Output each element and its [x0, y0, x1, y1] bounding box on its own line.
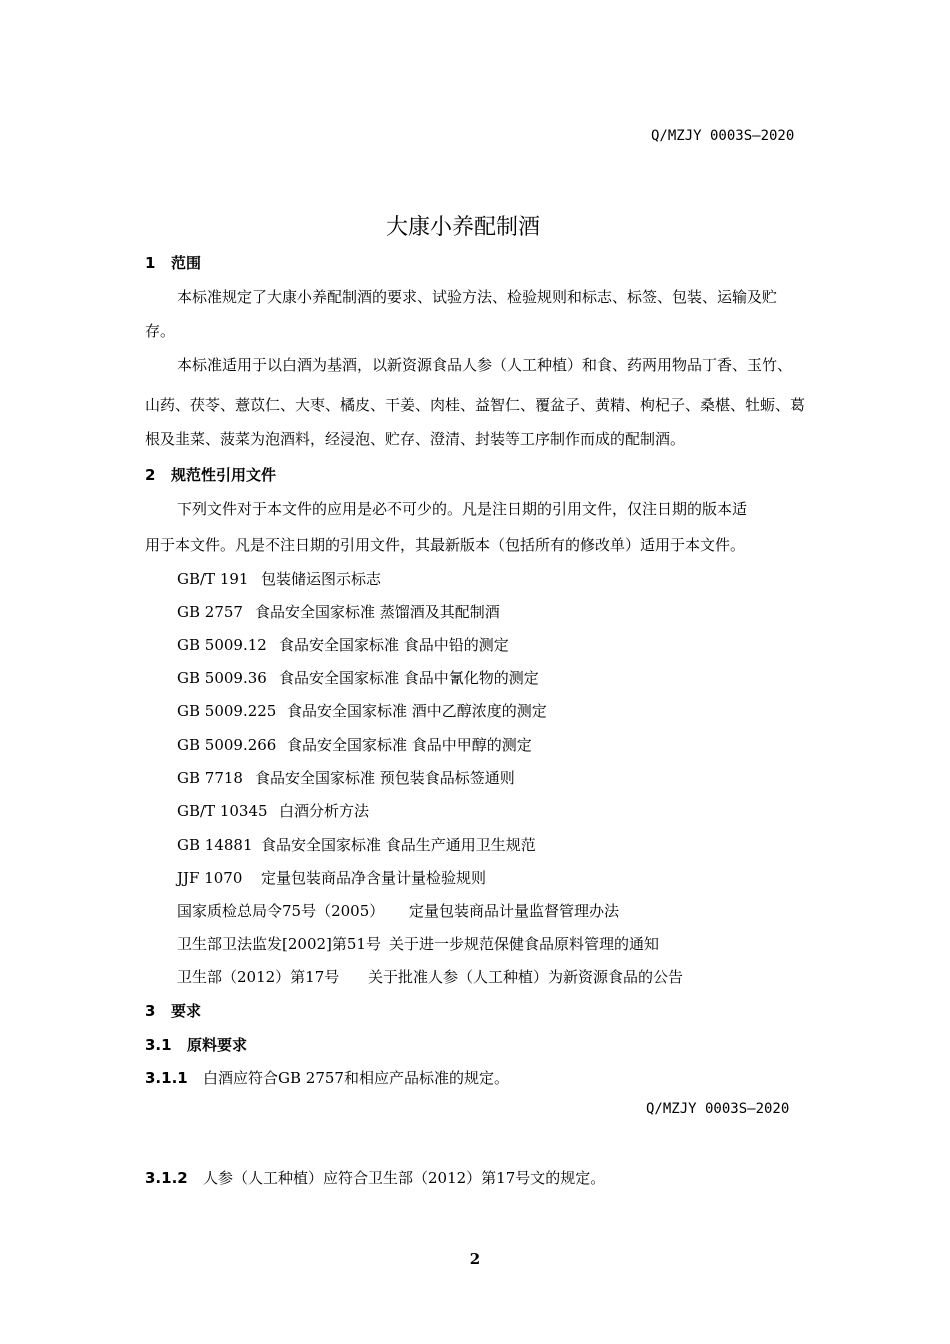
- reference-item: [177, 734, 532, 755]
- reference-title: 关于进一步规范保健食品原料管理的通知: [389, 935, 660, 953]
- reference-title: 食品安全国家标准 食品中铅的测定: [279, 636, 509, 654]
- reference-title: 食品安全国家标准 食品生产通用卫生规范: [261, 836, 536, 854]
- reference-title: 食品安全国家标准 酒中乙醇浓度的测定: [287, 702, 547, 720]
- section-title: 要求: [171, 1002, 202, 1020]
- reference-title: 白酒分析方法: [279, 802, 370, 820]
- reference-code: GB 5009.225: [177, 702, 277, 720]
- section-3-heading: [145, 1000, 201, 1021]
- section-1-heading: [145, 252, 201, 273]
- reference-title: 定量包装商品计量监督管理办法: [409, 902, 620, 920]
- clause-text: 白酒应符合GB 2757和相应产品标准的规定。: [203, 1069, 509, 1087]
- section-title: 规范性引用文件: [171, 466, 277, 484]
- reference-title: 食品安全国家标准 预包装食品标签通则: [255, 769, 515, 787]
- clause-3-1-1: [145, 1067, 509, 1088]
- subsection-number: 3.1: [145, 1036, 172, 1054]
- section-2-heading: [145, 464, 276, 485]
- reference-code: GB 7718: [177, 769, 243, 787]
- document-title: 大康小养配制酒: [385, 215, 540, 240]
- reference-code: GB 5009.266: [177, 736, 277, 754]
- reference-item: [177, 834, 536, 855]
- reference-item: [177, 933, 659, 954]
- clause-number: 3.1.1: [145, 1069, 188, 1087]
- reference-title: 关于批准人参（人工种植）为新资源食品的公告: [368, 968, 684, 986]
- reference-item: [177, 568, 381, 589]
- reference-code: GB 5009.12: [177, 636, 267, 654]
- clause-text: 人参（人工种植）应符合卫生部（2012）第17号文的规定。: [203, 1169, 606, 1187]
- reference-item: [177, 867, 486, 888]
- reference-title: 食品安全国家标准 食品中氰化物的测定: [279, 669, 539, 687]
- section-number: 2: [145, 466, 156, 484]
- reference-title: 食品安全国家标准 食品中甲醇的测定: [287, 736, 532, 754]
- scope-paragraph-2-line-1: 本标准适用于以白酒为基酒，以新资源食品人参（人工种植）和食、药两用物品丁香、玉竹、: [177, 356, 793, 374]
- references-paragraph-line-2: 用于本文件。凡是不注日期的引用文件，其最新版本（包括所有的修改单）适用于本文件。: [145, 536, 746, 554]
- clause-number: 3.1.2: [145, 1169, 188, 1187]
- subsection-3-1-heading: [145, 1034, 247, 1055]
- scope-paragraph-2-line-3: 根及韭菜、菠菜为泡酒料，经浸泡、贮存、澄清、封装等工序制作而成的配制酒。: [145, 430, 686, 448]
- references-paragraph-line-1: 下列文件对于本文件的应用是必不可少的。凡是注日期的引用文件，仅注日期的版本适: [177, 500, 748, 518]
- scope-paragraph-1-line-1: 本标准规定了大康小养配制酒的要求、试验方法、检验规则和标志、标签、包装、运输及贮: [177, 288, 778, 306]
- reference-item: [177, 966, 683, 987]
- reference-item: [177, 634, 509, 655]
- reference-code: GB 5009.36: [177, 669, 267, 687]
- reference-item: [177, 601, 500, 622]
- reference-code: 卫生部（2012）第17号: [177, 968, 340, 986]
- reference-item: [177, 900, 619, 921]
- reference-code: GB/T 191: [177, 570, 249, 588]
- reference-code: GB 2757: [177, 603, 243, 621]
- scope-paragraph-1-line-2: 存。: [145, 322, 176, 340]
- reference-code: GB/T 10345: [177, 802, 268, 820]
- reference-title: 食品安全国家标准 蒸馏酒及其配制酒: [255, 603, 500, 621]
- page-number: 2: [469, 1250, 481, 1268]
- footer-document-code: Q/MZJY 0003S—2020: [646, 1101, 790, 1117]
- clause-3-1-2: [145, 1167, 605, 1188]
- section-number: 3: [145, 1002, 156, 1020]
- section-title: 范围: [171, 254, 202, 272]
- reference-item: [177, 700, 547, 721]
- reference-code: 国家质检总局令75号（2005）: [177, 902, 385, 920]
- reference-title: 包装储运图示标志: [261, 570, 382, 588]
- reference-item: [177, 667, 539, 688]
- header-document-code: Q/MZJY 0003S—2020: [651, 128, 795, 144]
- scope-paragraph-2-line-2: 山药、茯苓、薏苡仁、大枣、橘皮、干姜、肉桂、益智仁、覆盆子、黄精、枸杞子、桑椹、牡蛎、葛: [145, 396, 806, 414]
- reference-item: [177, 767, 515, 788]
- reference-title: 定量包装商品净含量计量检验规则: [261, 869, 487, 887]
- reference-code: JJF 1070: [177, 869, 243, 887]
- reference-code: GB 14881: [177, 836, 253, 854]
- reference-item: [177, 800, 369, 821]
- subsection-title: 原料要求: [187, 1036, 248, 1054]
- reference-code: 卫生部卫法监发[2002]第51号: [177, 935, 381, 953]
- section-number: 1: [145, 254, 156, 272]
